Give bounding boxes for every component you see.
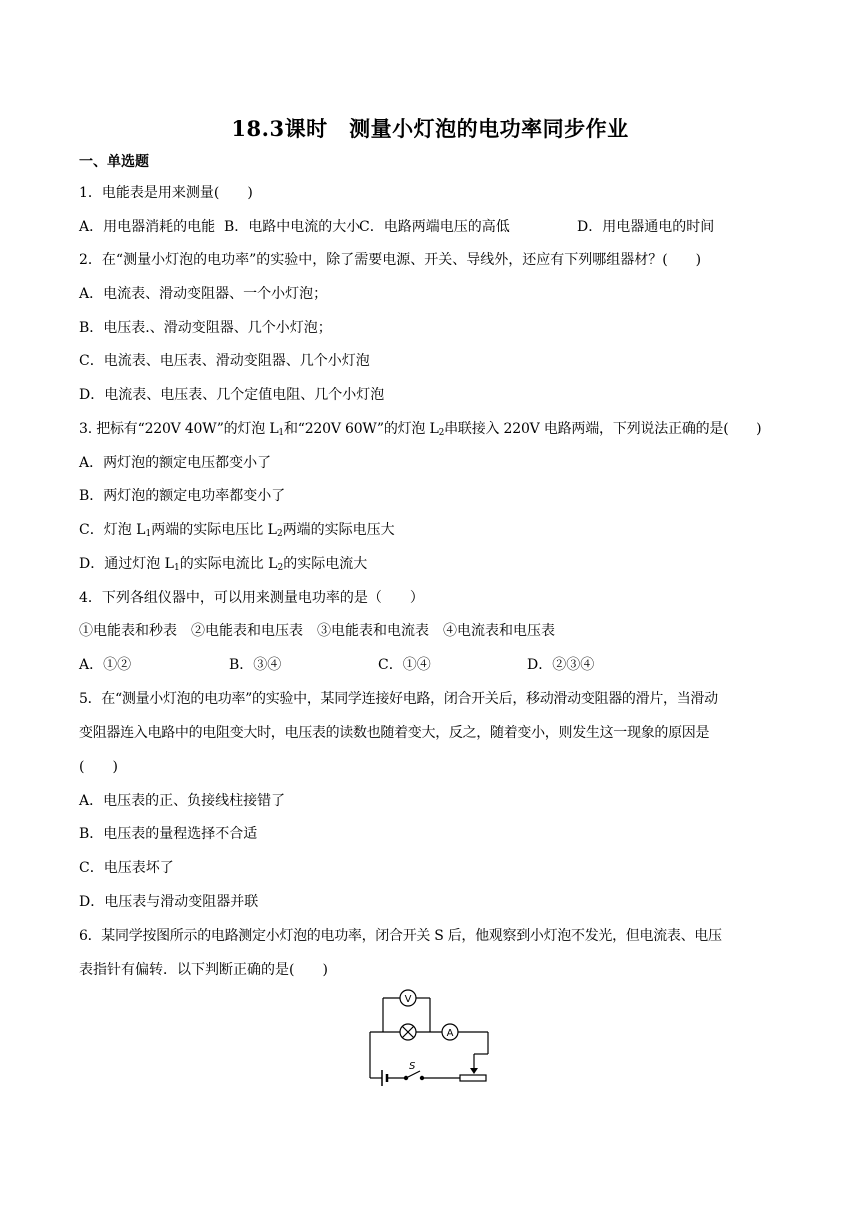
q3-option-b: B．两灯泡的额定电功率都变小了	[79, 488, 286, 504]
switch-label: S	[409, 1061, 416, 1072]
q2-option-b: B．电压表.、滑动变阻器、几个小灯泡；	[79, 320, 332, 336]
q2-option-d: D．电流表、电压表、几个定值电阻、几个小灯泡	[79, 387, 385, 403]
q1-option-c: C．电路两端电压的高低	[359, 219, 510, 235]
q5-option-a: A．电压表的正、负接线柱接错了	[79, 793, 286, 809]
q5-option-b: B．电压表的量程选择不合适	[79, 826, 258, 842]
q3-option-c: C．灯泡 $L_1$两端的实际电压比 $L_2$两端的实际电压大	[79, 522, 395, 539]
q5-option-c: C．电压表坏了	[79, 860, 174, 876]
q1-stem: 1．电能表是用来测量( )	[79, 185, 253, 201]
q1-options	[79, 216, 779, 236]
q6-stem-line-2: 表指针有偏转．以下判断正确的是( )	[79, 962, 328, 978]
q5-stem-line-3: ( )	[79, 759, 118, 775]
section-heading: 一、单选题	[79, 154, 149, 170]
q4-stem: 4．下列各组仪器中，可以用来测量电功率的是（ ）	[79, 590, 424, 606]
q5-stem-line-1: 5．在“测量小灯泡的电功率”的实验中，某同学连接好电路，闭合开关后，移动滑动变阻器的滑片，当滑动	[79, 691, 718, 707]
q5-option-d: D．电压表与滑动变阻器并联	[79, 894, 259, 910]
rheostat-icon	[460, 1075, 486, 1081]
q4-option-a: A．①②	[79, 657, 132, 673]
ammeter-label: A	[446, 1028, 454, 1039]
q4-option-d: D．②③④	[527, 657, 595, 673]
q4-option-c: C．①④	[378, 657, 431, 673]
q2-stem: 2．在“测量小灯泡的电功率”的实验中，除了需要电源、开关、导线外，还应有下列哪组器材？( )	[79, 252, 702, 268]
q4-items: ①电能表和秒表 ②电能表和电压表 ③电能表和电流表 ④电流表和电压表	[79, 623, 555, 639]
switch-lever	[406, 1071, 420, 1078]
q1-option-b: B．电路中电流的大小	[224, 219, 361, 235]
voltmeter-label: V	[404, 994, 412, 1005]
circuit-diagram	[360, 984, 500, 1088]
slider-arrowhead	[470, 1068, 478, 1074]
q2-option-a: A．电流表、滑动变阻器、一个小灯泡；	[79, 286, 328, 302]
q3-option-d: D．通过灯泡 $L_1$的实际电流比 $L_2$的实际电流大	[79, 556, 368, 573]
q3-stem: 3. 把标有“220V 40W”的灯泡 $L_1$和“220V 60W”的灯泡 $L_2$串联接入 220V 电路两端，下列说法正确的是( )	[79, 421, 762, 438]
q2-option-c: C．电流表、电压表、滑动变阻器、几个小灯泡	[79, 353, 370, 369]
q5-stem-line-2: 变阻器连入电路中的电阻变大时，电压表的读数也随着变大，反之，随着变小，则发生这一现象的原因是	[79, 725, 710, 741]
q4-option-b: B．③④	[229, 657, 282, 673]
q1-option-d: D．用电器通电的时间	[577, 219, 715, 235]
q1-option-a: A．用电器消耗的电能	[79, 219, 216, 235]
q6-stem-line-1: 6．某同学按图所示的电路测定小灯泡的电功率，闭合开关 S 后，他观察到小灯泡不发光，但电流表、电压	[79, 928, 722, 944]
q3-option-a: A．两灯泡的额定电压都变小了	[79, 455, 272, 471]
page-title: 18.3课时 测量小灯泡的电功率同步作业	[231, 116, 629, 141]
q4-options	[79, 654, 779, 674]
